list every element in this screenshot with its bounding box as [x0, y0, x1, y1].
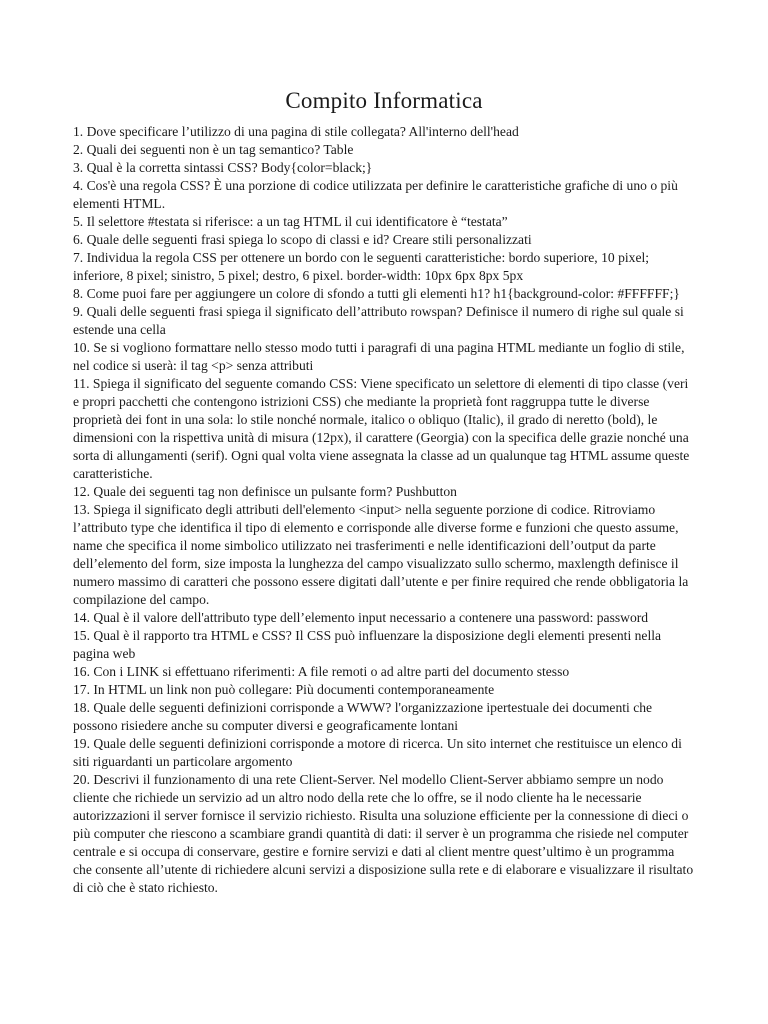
question-item-9: 9. Quali delle seguenti frasi spiega il significato dell’attributo rowspan? Definisce il numero di righe sul quale si estende una cella: [73, 304, 684, 337]
question-item-8: 8. Come puoi fare per aggiungere un colore di sfondo a tutti gli elementi h1? h1{background-color: #FFFFFF;}: [73, 286, 680, 301]
question-item-3: 3. Qual è la corretta sintassi CSS? Body{color=black;}: [73, 160, 373, 175]
question-item-5: 5. Il selettore #testata si riferisce: a un tag HTML il cui identificatore è “testata”: [73, 214, 508, 229]
question-item-17: 17. In HTML un link non può collegare: Più documenti contemporaneamente: [73, 682, 495, 697]
question-item-11: 11. Spiega il significato del seguente comando CSS: Viene specificato un selettore di elementi di tipo classe (veri e propri pacchetti che contengono istrizioni CSS) che mediante la proprietà font raggruppa tutte le diverse proprietà dei font in una sola: lo stile nonché normale, italico o obliquo (Italic), il grado di neretto (bold), le dimensioni con la rispettiva unità di misura (12px), il carattere (Georgia) con la specifica delle grazie nonché una sorta di allungamenti (serif). Ogni qual volta viene assegnata la classe ad un qualunque tag HTML assume queste caratteristiche.: [73, 376, 690, 481]
question-list: [73, 123, 695, 897]
document-page: [73, 86, 695, 897]
question-item-2: 2. Quali dei seguenti non è un tag semantico? Table: [73, 142, 354, 157]
question-item-1: 1. Dove specificare l’utilizzo di una pagina di stile collegata? All'interno dell'head: [73, 124, 519, 139]
question-item-6: 6. Quale delle seguenti frasi spiega lo scopo di classi e id? Creare stili personalizzati: [73, 232, 532, 247]
question-item-4: 4. Cos'è una regola CSS? È una porzione di codice utilizzata per definire le caratteristiche grafiche di uno o più elementi HTML.: [73, 178, 678, 211]
question-item-13: 13. Spiega il significato degli attributi dell'elemento <input> nella seguente porzione di codice. Ritroviamo l’attributo type che identifica il tipo di elemento e corrisponde alle diverse forme e funzioni che questo assume, name che specifica il nome simbolico utilizzato nei trasferimenti e nelle identificazioni dell’output da parte dell’elemento del form, size imposta la lunghezza del campo visualizzato sullo schermo, maxlength definisce il numero massimo di caratteri che possono essere digitati dall’utente e per finire required che rende obbligatoria la compilazione del campo.: [73, 502, 689, 607]
question-item-18: 18. Quale delle seguenti definizioni corrisponde a WWW? l'organizzazione ipertestuale dei documenti che possono risiedere anche su computer diversi e geograficamente lontani: [73, 700, 653, 733]
question-item-10: 10. Se si vogliono formattare nello stesso modo tutti i paragrafi di una pagina HTML mediante un foglio di stile, nel codice si userà: il tag <p> senza attributi: [73, 340, 685, 373]
question-item-7: 7. Individua la regola CSS per ottenere un bordo con le seguenti caratteristiche: bordo superiore, 10 pixel; inferiore, 8 pixel; sinistro, 5 pixel; destro, 6 pixel. border-width: 10px 6px 8px 5px: [73, 250, 650, 283]
question-item-16: 16. Con i LINK si effettuano riferimenti: A file remoti o ad altre parti del documento stesso: [73, 664, 570, 679]
question-item-14: 14. Qual è il valore dell'attributo type dell’elemento input necessario a contenere una password: password: [73, 610, 649, 625]
document-title: Compito Informatica: [285, 88, 483, 113]
question-item-19: 19. Quale delle seguenti definizioni corrisponde a motore di ricerca. Un sito internet che restituisce un elenco di siti riguardanti un particolare argomento: [73, 736, 682, 769]
question-item-12: 12. Quale dei seguenti tag non definisce un pulsante form? Pushbutton: [73, 484, 457, 499]
question-item-15: 15. Qual è il rapporto tra HTML e CSS? Il CSS può influenzare la disposizione degli elementi presenti nella pagina web: [73, 628, 662, 661]
question-item-20: 20. Descrivi il funzionamento di una rete Client-Server. Nel modello Client-Server abbiamo sempre un nodo cliente che richiede un servizio ad un altro nodo della rete che lo offre, se il nodo cliente ha le necessarie autorizzazioni il server fornisce il servizio richiesto. Risulta una soluzione efficiente per la connessione di dieci o più computer che riescono a scambiare grandi quantità di dati: il server è un programma che risiede nel computer centrale e si occupa di conservare, gestire e fornire servizi e dati al client mentre quest’ultimo è un programma che consente all’utente di richiedere alcuni servizi a disposizione sulla rete e di elaborare e visualizzare il risultato di ciò che è stato richiesto.: [73, 772, 694, 895]
